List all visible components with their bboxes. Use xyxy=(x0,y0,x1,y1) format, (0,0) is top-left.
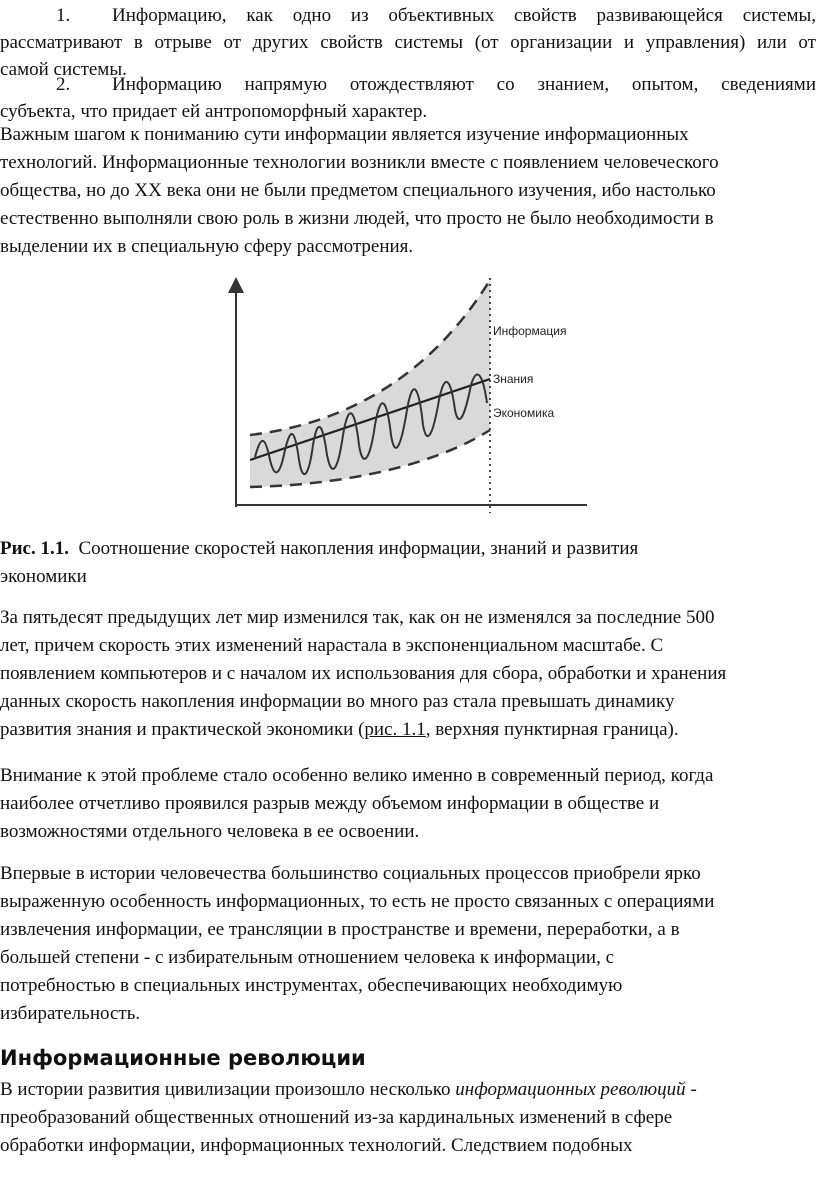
list-item-1-line-1: Информацию, как одно из объективных свойств развивающейся системы, xyxy=(112,5,816,26)
paragraph-4-line-6: избирательность. xyxy=(0,1003,141,1024)
paragraph-3-line-1: Внимание к этой проблеме стало особенно велико именно в современный период, когда xyxy=(0,765,714,786)
paragraph-4-line-3: извлечения информации, ее трансляции в пространстве и времени, переработки, а в xyxy=(0,919,680,940)
figure-caption xyxy=(0,535,816,562)
paragraph-5-line-1 xyxy=(0,1076,816,1103)
paragraph-1-line-2: технологий. Информационные технологии возникли вместе с появлением человеческого xyxy=(0,152,719,173)
list-item-2-number: 2. xyxy=(56,74,71,95)
list-item-1-line-2: рассматривают в отрыве от других свойств системы (от организации и управления) или от xyxy=(0,32,816,53)
shaded-band xyxy=(250,280,490,487)
paragraph-1-line-4: естественно выполняли свою роль в жизни людей, что просто не было необходимости в xyxy=(0,208,714,229)
paragraph-2-line-2: лет, причем скорость этих изменений нарастала в экспоненциальном масштабе. С xyxy=(0,635,664,656)
paragraph-1-line-1: Важным шагом к пониманию сути информации является изучение информационных xyxy=(0,124,689,145)
figure-reference-link[interactable]: рис. 1.1 xyxy=(364,719,426,740)
paragraph-2-line-5-text: развития знания и практической экономики ( xyxy=(0,719,365,740)
paragraph-5-line-1-text: В истории развития цивилизации произошло несколько xyxy=(0,1079,456,1100)
paragraph-1-line-3: общества, но до XX века они не были предметом специального изучения, ибо настолько xyxy=(0,180,716,201)
paragraph-4-line-1: Впервые в истории человечества большинство социальных процессов приобрели ярко xyxy=(0,863,701,884)
paragraph-2-line-5 xyxy=(0,716,816,743)
paragraph-1-line-5: выделении их в специальную сферу рассмотрения. xyxy=(0,236,414,257)
paragraph-3-line-2: наиболее отчетливо проявился разрыв между объемом информации в обществе и xyxy=(0,793,660,814)
label-economy: Экономика xyxy=(493,406,555,420)
figure-caption-text: Соотношение скоростей накопления информации, знаний и развития xyxy=(78,538,639,559)
list-item-1-number: 1. xyxy=(56,5,71,26)
list-item-2-line-2: субъекта, что придает ей антропоморфный характер. xyxy=(0,101,428,122)
paragraph-2-line-4: данных скорость накопления информации во много раз стала превышать динамику xyxy=(0,691,675,712)
figure-caption-number: Рис. 1.1. xyxy=(0,538,69,559)
paragraph-4-line-5: потребностью в специальных инструментах, обеспечивающих необходимую xyxy=(0,975,623,996)
paragraph-4-line-4: большей степени - с избирательным отношением человека к информации, с xyxy=(0,947,615,968)
paragraph-5-line-3: обработки информации, информационных технологий. Следствием подобных xyxy=(0,1135,633,1156)
paragraph-2-line-5-tail: , верхняя пунктирная граница). xyxy=(425,719,679,740)
paragraph-2-line-3: появлением компьютеров и с началом их использования для сбора, обработки и хранения xyxy=(0,663,727,684)
paragraph-5-line-2: преобразований общественных отношений из-за кардинальных изменений в сфере xyxy=(0,1107,673,1128)
paragraph-4-line-2: выраженную особенность информационных, то есть не просто связанных с операциями xyxy=(0,891,715,912)
paragraph-5-line-1-tail: - xyxy=(685,1079,697,1100)
label-knowledge: Знания xyxy=(493,372,534,386)
figure-diagram xyxy=(225,275,595,520)
section-heading: Информационные революции xyxy=(0,1046,366,1070)
list-item-1-line-3: самой системы. xyxy=(0,59,127,80)
paragraph-3-line-3: возможностями отдельного человека в ее освоении. xyxy=(0,821,420,842)
figure-caption-line-2: экономики xyxy=(0,566,87,587)
paragraph-5-italic-term: информационных революций xyxy=(455,1079,686,1100)
list-item-2-line-1: Информацию напрямую отождествляют со знанием, опытом, сведениями xyxy=(112,74,816,95)
paragraph-2-line-1: За пятьдесят предыдущих лет мир изменился так, как он не изменялся за последние 500 xyxy=(0,607,715,628)
label-information: Информация xyxy=(493,324,567,338)
